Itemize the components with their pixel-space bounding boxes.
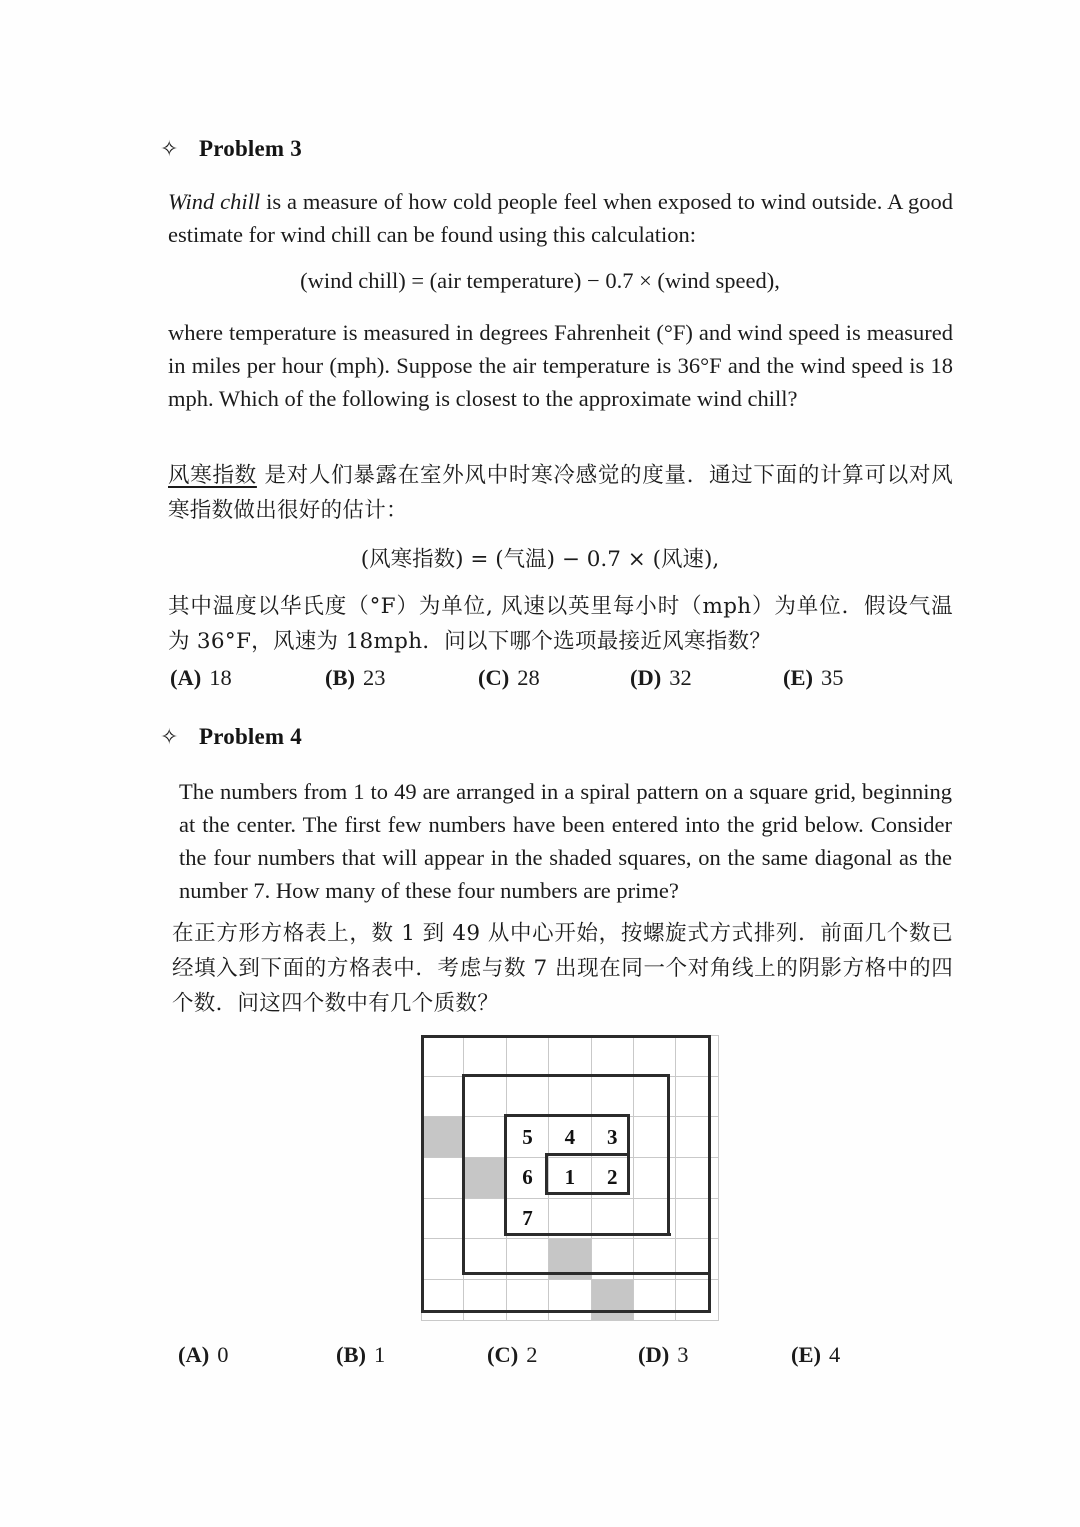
problem-4-chinese-body: 在正方形方格表上，数 1 到 49 从中心开始，按螺旋式方式排列．前面几个数已经填入到下面的方格表中．考虑与数 7 出现在同一个对角线上的阴影方格中的四个数．问这四个数中有几个质数？ [172,921,953,1016]
choice-a-value: 18 [209,665,232,690]
grid-cell [676,1280,718,1321]
grid-cell [464,1198,506,1239]
grid-outer-border-top [421,1035,711,1038]
grid-cell [633,1036,675,1077]
spiral-ring-1-top [545,1153,630,1156]
grid-cell [676,1198,718,1239]
grid-cell [591,1076,633,1117]
grid-outer-border-left [421,1035,424,1313]
choice-c-label: (C) [478,665,510,690]
grid-cell [506,1280,548,1321]
grid-cell [464,1036,506,1077]
problem-4-heading [160,724,302,750]
grid-cell [549,1036,591,1077]
grid-cell-shaded [464,1158,506,1199]
grid-cell: 4 [549,1117,591,1158]
spiral-ring-3-left [462,1074,465,1275]
choice-c-value: 2 [526,1342,538,1367]
grid-cell: 1 [549,1158,591,1199]
grid-cell-shaded [591,1280,633,1321]
spiral-ring-2-left [504,1114,507,1236]
problem-3-heading [160,136,302,162]
grid-cell [422,1076,464,1117]
choice-e[interactable] [791,1342,840,1368]
choice-b-label: (B) [325,665,355,690]
choice-d-label: (D) [630,665,662,690]
choice-a[interactable] [170,665,325,691]
choice-b-value: 23 [363,665,386,690]
grid-cell [464,1117,506,1158]
grid-cell: 6 [506,1158,548,1199]
grid-cell [676,1076,718,1117]
choice-e-value: 35 [821,665,844,690]
choice-b[interactable] [325,665,478,691]
choice-a-label: (A) [178,1342,210,1367]
choice-b-label: (B) [336,1342,366,1367]
spiral-grid-table [421,1035,719,1321]
choice-e-value: 4 [829,1342,841,1367]
grid-row [422,1280,719,1321]
choice-e-label: (E) [783,665,813,690]
star-bullet-icon: ✧ [160,724,179,749]
choice-e-label: (E) [791,1342,821,1367]
wind-chill-term: Wind chill [168,189,261,214]
choice-d-value: 3 [677,1342,689,1367]
grid-cell [464,1280,506,1321]
problem-3-english-body: where temperature is measured in degrees Fahrenheit (°F) and wind speed is measured in miles per hour (mph). Suppose the air temperature is 36°F and the wind speed is 18 mph. Which of the following is closest to the approximate wind chill? [168,320,953,411]
grid-row [422,1036,719,1077]
grid-cell-shaded [422,1117,464,1158]
problem-3-chinese-intro [168,458,953,528]
problem-3-english-intro [168,185,953,251]
grid-cell [422,1036,464,1077]
grid-cell [422,1280,464,1321]
problem-4-english-body: The numbers from 1 to 49 are arranged in a spiral pattern on a square grid, beginning at the center. The first few numbers have been entered into the grid below. Consider the four numbers that will appear in the shaded squares, on the same diagonal as the number 7. How many of these four numbers are prime? [179,779,952,903]
wind-chill-term-chinese: 风寒指数 [168,463,257,488]
spiral-ring-2-right [627,1114,630,1194]
choice-c[interactable] [487,1342,638,1368]
choice-d[interactable] [630,665,783,691]
choice-a-value: 0 [217,1342,229,1367]
choice-c-value: 28 [517,665,540,690]
problem-3-chinese-equation: (风寒指数) = (气温) − 0.7 × (风速), [360,547,720,572]
spiral-ring-1-left [545,1153,548,1195]
grid-cell: 3 [591,1117,633,1158]
spiral-ring-3-top [462,1074,670,1077]
grid-cell [422,1158,464,1199]
choice-e[interactable] [783,665,844,691]
star-bullet-icon: ✧ [160,136,179,161]
grid-cell: 7 [506,1198,548,1239]
choice-b[interactable] [336,1342,487,1368]
spiral-connector-ring2 [586,1233,671,1236]
grid-row [422,1117,719,1158]
grid-row [422,1076,719,1117]
grid-cell: 2 [591,1158,633,1199]
grid-cell [549,1280,591,1321]
grid-cell [549,1076,591,1117]
choice-c-label: (C) [487,1342,519,1367]
grid-cell [676,1036,718,1077]
choice-a[interactable] [178,1342,336,1368]
grid-cell [633,1280,675,1321]
problem-3-title: Problem 3 [199,136,302,161]
grid-cell [422,1198,464,1239]
problem-4-choices [178,1342,978,1368]
grid-cell [676,1117,718,1158]
problem-4-title: Problem 4 [199,724,302,749]
choice-d[interactable] [638,1342,791,1368]
spiral-ring-3-right [667,1074,670,1235]
spiral-grid-body [422,1036,719,1321]
choice-a-label: (A) [170,665,202,690]
choice-d-label: (D) [638,1342,670,1367]
choice-b-value: 1 [374,1342,386,1367]
problem-3-chinese-body: 其中温度以华氏度（°F）为单位, 风速以英里每小时（mph）为单位．假设气温为 36°F，风速为 18mph．问以下哪个选项最接近风寒指数？ [168,594,953,654]
spiral-ring-2-top [504,1114,630,1117]
problem-3-english-equation: (wind chill) = (air temperature) − 0.7 × (wind speed), [300,268,780,293]
spiral-ring-1-bottom [545,1192,630,1195]
problem-3-english-intro-rest: is a measure of how cold people feel when exposed to wind outside. A good estimate for wind chill can be found using this calculation: [168,189,953,247]
grid-cell [676,1158,718,1199]
problem-3-choices [170,665,970,691]
grid-cell [591,1036,633,1077]
grid-outer-border-bottom [421,1310,711,1313]
choice-d-value: 32 [669,665,692,690]
spiral-ring-3-bottom [462,1272,711,1275]
grid-cell [464,1076,506,1117]
choice-c[interactable] [478,665,630,691]
grid-cell: 5 [506,1117,548,1158]
grid-cell [506,1036,548,1077]
grid-cell [422,1239,464,1280]
grid-cell [506,1076,548,1117]
spiral-grid-figure [421,1035,711,1313]
problem-3-chinese-intro-rest: 是对人们暴露在室外风中时寒冷感觉的度量．通过下面的计算可以对风寒指数做出很好的估计： [168,463,954,523]
